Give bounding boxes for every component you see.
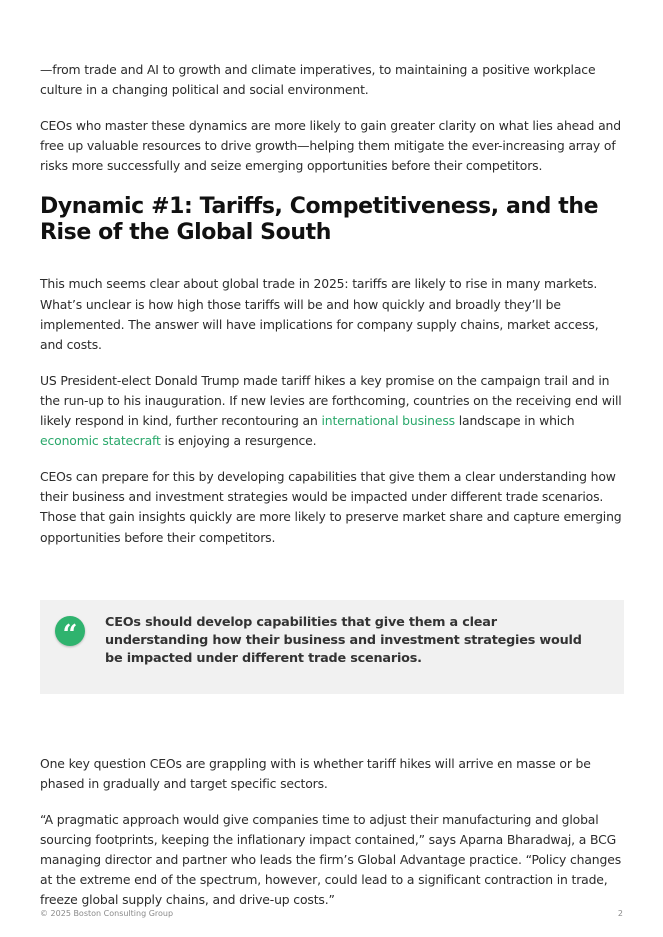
paragraph-intro-continued: —from trade and AI to growth and climate imperatives, to maintaining a positive workplace culture in a changing political and social environment. bbox=[40, 62, 596, 98]
economic-statecraft-link[interactable]: economic statecraft bbox=[40, 433, 161, 449]
pullquote-box bbox=[40, 600, 624, 694]
page-footer bbox=[40, 909, 623, 918]
paragraph-text: is enjoying a resurgence. bbox=[160, 433, 317, 449]
paragraph-text: landscape in which bbox=[454, 413, 575, 429]
paragraph-tariff-hikes bbox=[40, 371, 624, 451]
article-body bbox=[40, 60, 624, 926]
quote-icon: “ bbox=[55, 616, 85, 646]
paragraph-bharadwaj-quote: “A pragmatic approach would give companies time to adjust their manufacturing and global sourcing footprints, keeping the inflationary impact contained,” says Aparna Bharadwaj, a BCG managing director and partner who leads the firm’s Global Advantage practice. “Policy changes at the extreme end of the spectrum, however, could lead to a significant contraction in trade, freeze global supply chains, and drive-up costs.” bbox=[40, 811, 622, 908]
international-business-link[interactable]: international business bbox=[321, 413, 455, 429]
paragraph-text: US President-elect Donald Trump made tariff hikes a key promise on the campaign trail and in the run-up to his inauguration. If new levies are forthcoming, countries on the receiving end will likely respond in kind, further recontouring an bbox=[40, 372, 622, 429]
paragraph-key-question: One key question CEOs are grappling with is whether tariff hikes will arrive en masse or be phased in gradually and target specific sectors. bbox=[40, 755, 591, 791]
section-heading: Dynamic #1: Tariffs, Competitiveness, and the Rise of the Global South bbox=[40, 194, 599, 246]
paragraph-ceo-prepare: CEOs can prepare for this by developing capabilities that give them a clear understanding how their business and investment strategies would be impacted under different trade scenarios. Those that gain insights quickly are more likely to preserve market share and capture emerging opportunities before their competitors. bbox=[40, 469, 622, 545]
paragraph-global-trade: This much seems clear about global trade in 2025: tariffs are likely to rise in many markets. What’s unclear is how high those tariffs will be and how quickly and broadly they’ll be implemented. The answer will have implications for company supply chains, market access, and costs. bbox=[40, 276, 599, 352]
page-number: 2 bbox=[617, 909, 623, 918]
paragraph-ceo-dynamics: CEOs who master these dynamics are more likely to gain greater clarity on what lies ahead and free up valuable resources to drive growth—helping them mitigate the ever-increasing array of risks more successfully and seize emerging opportunities before their competitors. bbox=[40, 118, 621, 174]
pullquote-text: CEOs should develop capabilities that give them a clear understanding how their business and investment strategies would be impacted under different trade scenarios. bbox=[105, 614, 582, 666]
copyright-text: © 2025 Boston Consulting Group bbox=[40, 909, 174, 918]
